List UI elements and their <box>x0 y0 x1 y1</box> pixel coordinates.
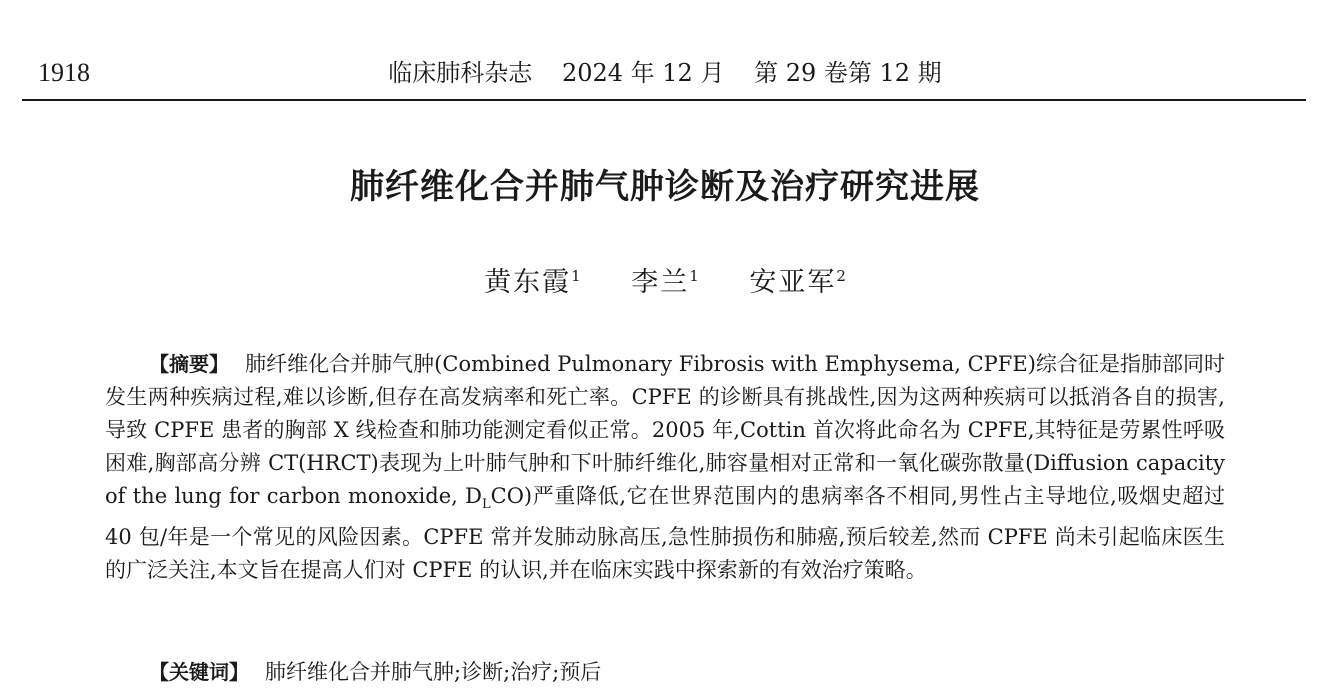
abstract <box>105 348 1225 587</box>
journal-info <box>0 58 1330 88</box>
author <box>484 267 581 298</box>
abstract-label: 【摘要】 <box>149 352 230 376</box>
abstract-paragraph <box>105 348 1225 587</box>
author-list <box>0 258 1330 301</box>
author-affiliation: 1 <box>689 267 699 285</box>
author-affiliation: 2 <box>836 267 846 285</box>
keywords <box>149 656 601 689</box>
author-name: 黄东霞 <box>484 267 572 298</box>
paper-title: 肺纤维化合并肺气肿诊断及治疗研究进展 <box>350 167 980 207</box>
issue-date: 2024 年 12 月 <box>561 59 725 87</box>
author-affiliation: 1 <box>571 267 581 285</box>
abstract-text-part1: 肺纤维化合并肺气肿(Combined Pulmonary Fibrosis with Emphysema, CPFE)综合征是指肺部同时发生两种疾病过程,难以诊断,但存在高发病率和死亡率。CPFE 的诊断具有挑战性,因为这两种疾病可以抵消各自的损害,导致 CPFE 患者的胸部 X 线检查和肺功能测定看似正常。2005 年,Cottin 首次将此命名为 CPFE,其特征是劳累性呼吸困难,胸部高分辨 CT(HRCT)表现为上叶肺气肿和下叶肺纤维化,肺容量相对正常和一氧化碳弥散量(Diffusion capacity of the lung for carbon monoxide, D <box>105 352 1226 508</box>
keywords-label: 【关键词】 <box>149 660 249 684</box>
header-rule <box>22 99 1306 101</box>
abstract-subscript: L <box>481 497 491 513</box>
journal-name: 临床肺科杂志 <box>388 59 533 87</box>
keywords-text: 肺纤维化合并肺气肿;诊断;治疗;预后 <box>265 660 602 684</box>
author <box>631 267 699 298</box>
volume-issue: 第 29 卷第 12 期 <box>754 59 942 87</box>
author-name: 李兰 <box>631 267 690 298</box>
abstract-text-part2: CO)严重降低,它在世界范围内的患病率各不相同,男性占主导地位,吸烟史超过 40 包/年是一个常见的风险因素。CPFE 常并发肺动脉高压,急性肺损伤和肺癌,预后较差,然而 CPFE 尚未引起临床医生的广泛关注,本文旨在提高人们对 CPFE 的认识,并在临床实践中探索新的有效治疗策略。 <box>105 484 1225 583</box>
author-name: 安亚军 <box>749 267 837 298</box>
page-number: 1918 <box>38 58 90 87</box>
author <box>749 267 846 298</box>
running-head <box>0 0 1330 100</box>
